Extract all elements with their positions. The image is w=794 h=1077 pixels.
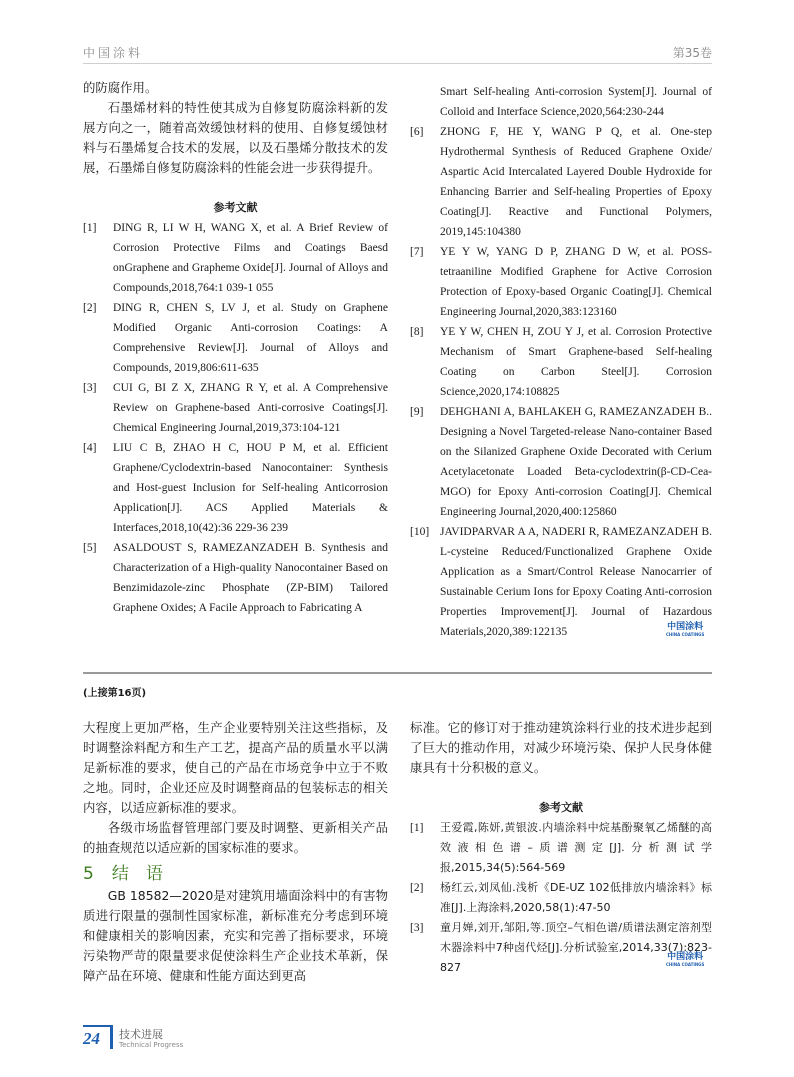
china-coatings-logo: 中国涂料 CHINA COATINGS (666, 622, 705, 637)
reference-item (83, 538, 388, 618)
reference-number: [1] (83, 222, 97, 234)
section-heading: 5 结 语 (83, 864, 163, 884)
reference-number: [1] (410, 822, 424, 834)
section-divider (83, 672, 712, 674)
reference-text: JAVIDPARVAR A A, NADERI R, RAMEZANZADEH B. L-cysteine Reduced/Functionalized Graphene Oxide Application as a Smart/Control Release Nanocarrier of Sustainable Cerium Ions for Epoxy Coating Anti-corrosion Properties Improvement[J]. Journal of Hazardous Materials,2020,389:122135 (440, 526, 712, 638)
reference-text: DING R, LI W H, WANG X, et al. A Brief Review of Corrosion Protective Films and Coatings Baesd onGraphene and Grapheme Oxide[J]. Journal of Alloys and Compounds,2018,764:1 039-1 055 (113, 222, 388, 294)
reference-number: [7] (410, 246, 424, 258)
continued-note: (上接第16页) (83, 688, 147, 699)
reference-text: DING R, CHEN S, LV J, et al. Study on Graphene Modified Organic Anti-corrosion Coatings: A Comprehensive Review[J]. Journal of Alloys and Compounds, 2019,806:611-635 (113, 302, 388, 374)
reference-number: [2] (83, 302, 97, 314)
page-footer (83, 1025, 183, 1049)
reference-text: YE Y W, YANG D P, ZHANG D W, et al. POSS-tetraaniline Modified Graphene for Active Corrosion Protection of Epoxy-based Organic Coating[J]. Chemical Engineering Journal,2020,383:123160 (440, 246, 712, 318)
reference-number: [5] (83, 542, 97, 554)
reference-number: [10] (410, 526, 430, 538)
reference-item (83, 438, 388, 538)
volume-label: 第35卷 (672, 46, 712, 60)
reference-item (83, 378, 388, 438)
paragraph: 石墨烯材料的特性使其成为自修复防腐涂料新的发展方向之一，随着高效缓蚀材料的使用、自修复缓蚀材料与石墨烯复合技术的发展，以及石墨烯分散技术的发展，石墨烯自修复防腐涂料的性能会进一步获得提升。 (83, 100, 388, 175)
bottom-left-column (83, 718, 388, 986)
reference-text: ZHONG F, HE Y, WANG P Q, et al. One-step Hydrothermal Synthesis of Reduced Graphene Oxide/ Aspartic Acid Intercalated Layered Double Hydroxide for Enhancing Barrier and Self-healing Properties of Epoxy Coating[J]. Reactive and Functional Polymers, 2019,145:104380 (440, 126, 712, 238)
reference-text: ASALDOUST S, RAMEZANZADEH B. Synthesis and Characterization of a High-quality Nanocontainer Based on Benzimidazole-zinc Phosphate (ZP-BIM) Tailored Graphene Oxides; A Facile Approach to Fabricating A (113, 542, 388, 614)
reference-text: DEHGHANI A, BAHLAKEH G, RAMEZANZADEH B.. Designing a Novel Targeted-release Nano-container Based on the Silanized Graphene Oxide Decorated with Cerium Acetylacetonate Loaded Beta-cyclodextrin(β-CD-Cea-MGO) for Epoxy Anti-corrosion Coating[J]. Chemical Engineering Journal,2020,400:125860 (440, 406, 712, 518)
bottom-right-column (410, 718, 712, 978)
reference-item (410, 122, 712, 242)
reference-number: [8] (410, 326, 424, 338)
references-title: 参考文献 (539, 801, 583, 814)
paragraph: 各级市场监督管理部门要及时调整、更新相关产品的抽查规范以适应新的国家标准的要求。 (83, 820, 388, 855)
reference-item (410, 242, 712, 322)
paragraph: GB 18582—2020是对建筑用墙面涂料中的有害物质进行限量的强制性国家标准，新标准充分考虑到环境和健康相关的影响因素，充实和完善了指标要求，环境污染物严苛的限量要求促使涂料生产企业技术革新，保障产品在环境、健康和性能方面达到更高 (83, 888, 388, 983)
reference-text: 王爱霞,陈妍,黄银波.内墙涂料中烷基酚聚氧乙烯醚的高效液相色谱–质谱测定[J].分析测试学报,2015,34(5):564-569 (440, 821, 712, 874)
reference-item (83, 298, 388, 378)
china-coatings-logo: 中国涂料 CHINA COATINGS (666, 952, 705, 967)
reference-item (410, 878, 712, 918)
reference-number: [2] (410, 882, 424, 894)
paragraph: 的防腐作用。 (83, 80, 158, 95)
reference-number: [4] (83, 442, 97, 454)
page-number: 24 (83, 1025, 113, 1049)
reference-item (83, 218, 388, 298)
journal-name: 中国涂料 (83, 46, 144, 60)
reference-item (410, 402, 712, 522)
paragraph: 标准。它的修订对于推动建筑涂料行业的技术进步起到了巨大的推动作用，对减少环境污染、保护人民身体健康具有十分积极的意义。 (410, 720, 712, 775)
section-name-en: Technical Progress (119, 1041, 184, 1049)
reference-text: Smart Self-healing Anti-corrosion System[J]. Journal of Colloid and Interface Science,2020,564:230-244 (440, 86, 712, 118)
reference-item (410, 322, 712, 402)
reference-text: LIU C B, ZHAO H C, HOU P M, et al. Efficient Graphene/Cyclodextrin-based Nanocontainer: Synthesis and Host-guest Inclusion for Self-healing Anticorrosion Application[J]. ACS Applied Materials & Interfaces,2018,10(42):36 229-36 239 (113, 442, 388, 534)
reference-number: [6] (410, 126, 424, 138)
reference-item (410, 918, 712, 978)
reference-number: [9] (410, 406, 424, 418)
paragraph: 大程度上更加严格，生产企业要特别关注这些指标，及时调整涂料配方和生产工艺，提高产品的质量水平以满足新标准的要求，使自己的产品在市场竞争中立于不败之地。同时，企业还应及时调整商品的包装标志的相关内容，以适应新标准的要求。 (83, 720, 388, 815)
reference-text: YE Y W, CHEN H, ZOU Y J, et al. Corrosion Protective Mechanism of Smart Graphene-based Self-healing Coating on Carbon Steel[J]. Corrosion Science,2020,174:108825 (440, 326, 712, 398)
top-left-column (83, 78, 388, 618)
top-right-column (410, 82, 712, 642)
reference-text: CUI G, BI Z X, ZHANG R Y, et al. A Comprehensive Review on Graphene-based Anti-corrosive Coatings[J]. Chemical Engineering Journal,2019,373:104-121 (113, 382, 388, 434)
reference-item (410, 818, 712, 878)
reference-list (83, 218, 388, 618)
reference-text: 杨红云,刘凤仙.浅析《DE-UZ 102低排放内墙涂料》标准[J].上海涂料,2020,58(1):47-50 (440, 881, 712, 914)
reference-text: 童月婵,刘开,邹阳,等.顶空–气相色谱/质谱法测定溶剂型木器涂料中7种卤代烃[J].分析试验室,2014,33(7):823-827 (440, 921, 712, 974)
reference-list (410, 122, 712, 642)
references-title: 参考文献 (213, 201, 258, 214)
section-name: 技术进展 (119, 1028, 163, 1041)
reference-continuation (410, 82, 712, 122)
header-divider (83, 63, 712, 64)
reference-number: [3] (83, 382, 97, 394)
reference-number: [3] (410, 922, 424, 934)
